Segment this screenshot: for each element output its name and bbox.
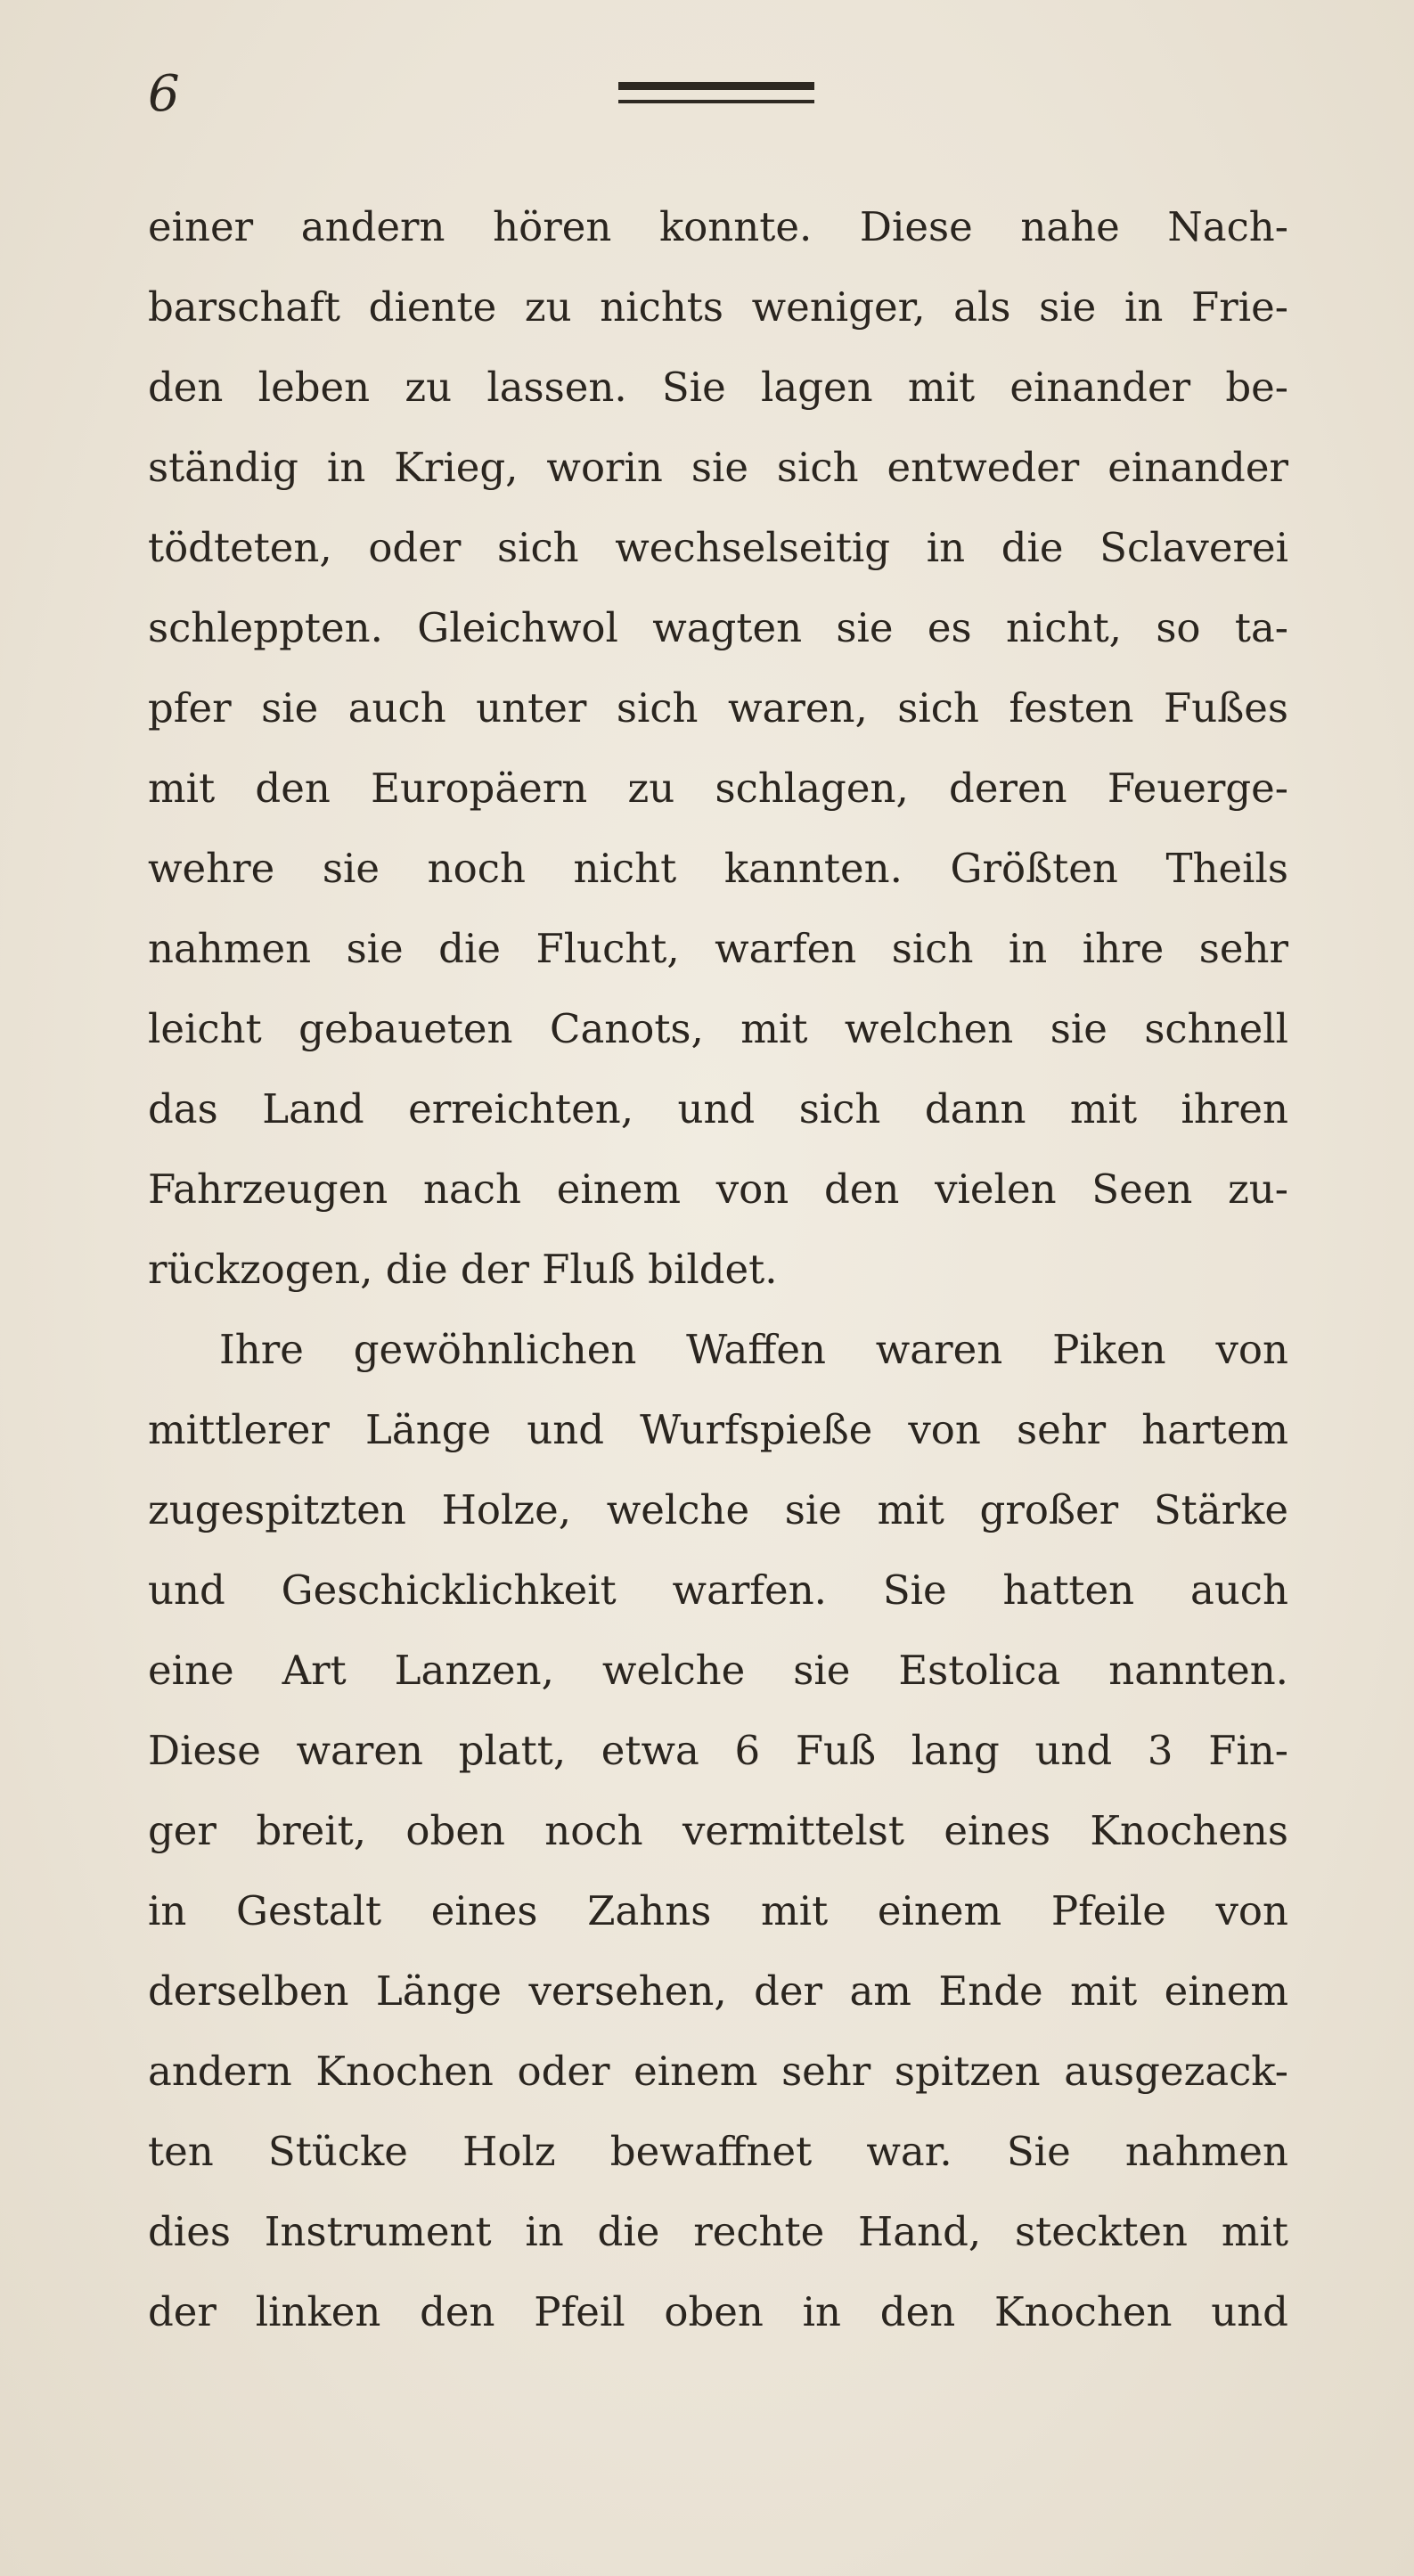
text-line: den leben zu lassen. Sie lagen mit einander be- <box>148 364 1288 411</box>
text-line: einer andern hören konnte. Diese nahe Nach- <box>148 203 1288 250</box>
text-line: mittlerer Länge und Wurfspieße von sehr hartem <box>148 1406 1288 1453</box>
body-text <box>148 187 1288 2352</box>
text-line: Fahrzeugen nach einem von den vielen Seen zu- <box>148 1165 1288 1213</box>
header-rule-thick <box>618 82 814 90</box>
text-line: dies Instrument in die rechte Hand, steckten mit <box>148 2208 1288 2255</box>
text-line: mit den Europäern zu schlagen, deren Feuerge- <box>148 765 1288 812</box>
text-line: nahmen sie die Flucht, warfen sich in ihre sehr <box>148 925 1288 972</box>
text-line: ständig in Krieg, worin sie sich entweder einander <box>148 444 1288 491</box>
text-line: rückzogen, die der Fluß bildet. <box>148 1246 778 1293</box>
text-line: schleppten. Gleichwol wagten sie es nicht, so ta- <box>148 604 1288 651</box>
text-line: derselben Länge versehen, der am Ende mit einem <box>148 1967 1288 2015</box>
text-line: pfer sie auch unter sich waren, sich festen Fußes <box>148 684 1288 732</box>
text-line: das Land erreichten, und sich dann mit ihren <box>148 1085 1288 1133</box>
text-line: tödteten, oder sich wechselseitig in die Sclaverei <box>148 524 1288 571</box>
text-line: barschaft diente zu nichts weniger, als sie in Frie- <box>148 283 1288 331</box>
text-line: eine Art Lanzen, welche sie Estolica nannten. <box>148 1647 1288 1694</box>
header-rule-ornament <box>618 82 814 109</box>
text-line: andern Knochen oder einem sehr spitzen ausgezack- <box>148 2048 1288 2095</box>
text-line: Diese waren platt, etwa 6 Fuß lang und 3 Fin- <box>148 1727 1288 1774</box>
header-rule-thin <box>618 100 814 103</box>
text-line: und Geschicklichkeit warfen. Sie hatten auch <box>148 1566 1288 1614</box>
text-line: ger breit, oben noch vermittelst eines Knochens <box>148 1807 1288 1854</box>
text-line: in Gestalt eines Zahns mit einem Pfeile von <box>148 1887 1288 1934</box>
text-line: Ihre gewöhnlichen Waffen waren Piken von <box>219 1326 1288 1373</box>
text-line: wehre sie noch nicht kannten. Größten Theils <box>148 845 1288 892</box>
text-line: leicht gebaueten Canots, mit welchen sie schnell <box>148 1005 1288 1052</box>
page-number: 6 <box>148 65 180 123</box>
text-line: der linken den Pfeil oben in den Knochen und <box>148 2288 1288 2335</box>
text-line: zugespitzten Holze, welche sie mit großer Stärke <box>148 1486 1288 1533</box>
text-line: ten Stücke Holz bewaffnet war. Sie nahmen <box>148 2128 1288 2175</box>
